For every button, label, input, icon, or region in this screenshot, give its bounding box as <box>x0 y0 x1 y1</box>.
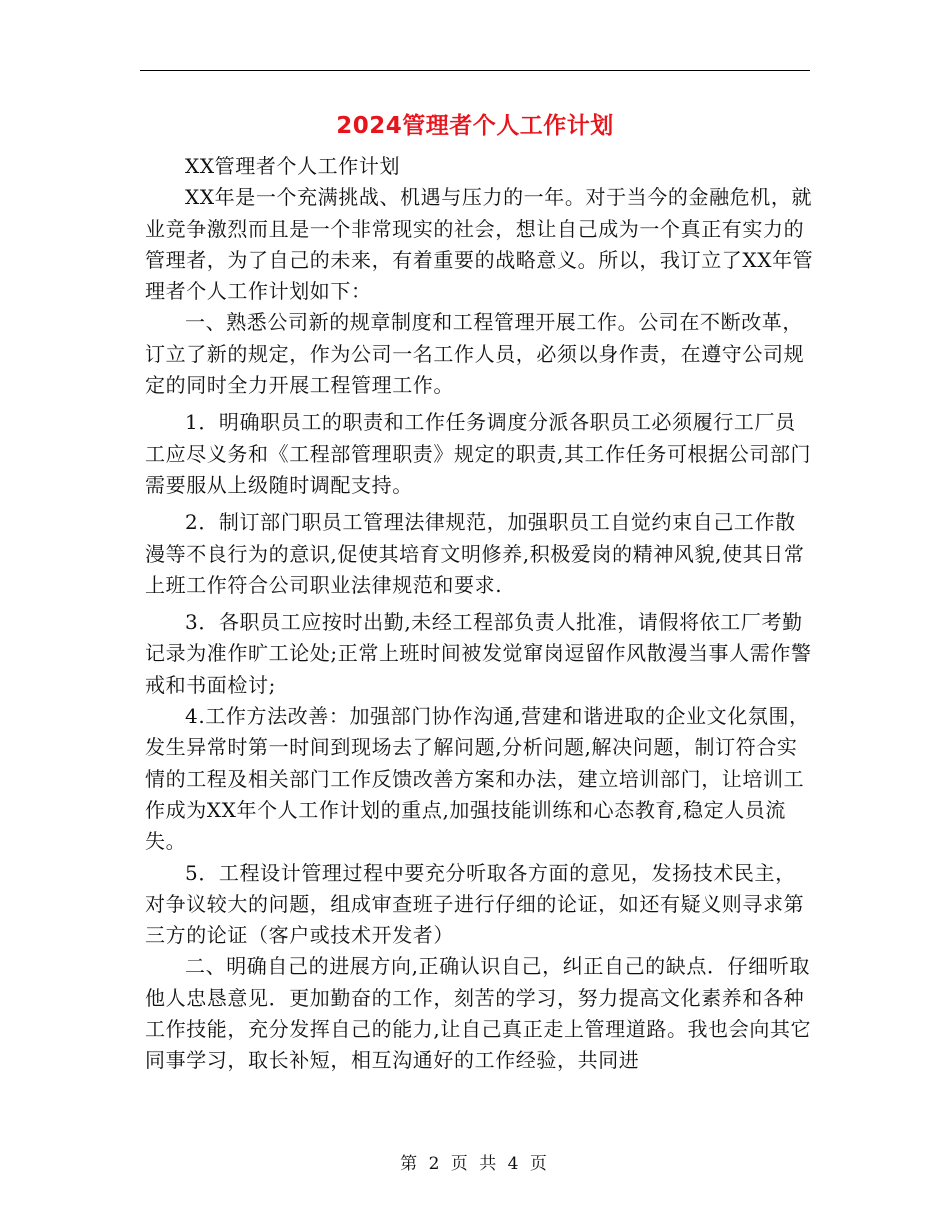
paragraph-section-two: 二、明确自己的进展方向,正确认识自己，纠正自己的缺点．仔细听取他人忠恳意见．更加勤奋的工作，刻苦的学习，努力提高文化素养和各种工作技能，充分发挥自己的能力,让自己真正走上管理道路。我也会向其它同事学习，取长补短，相互沟通好的工作经验，共同进 <box>145 954 812 1073</box>
paragraph-item-1: 1．明确职员工的职责和工作任务调度分派各职员工必须履行工厂员工应尽义务和《工程部管理职责》规定的职责,其工作任务可根据公司部门需要服从上级随时调配支持。 <box>145 410 812 497</box>
page-number-footer: 第 2 页 共 4 页 <box>400 1154 550 1174</box>
header-rule <box>140 70 810 71</box>
document-title: 2024管理者个人工作计划 <box>336 113 614 139</box>
paragraph-item-4: 4.工作方法改善：加强部门协作沟通,营建和谐进取的企业文化氛围，发生异常时第一时间到现场去了解问题,分析问题,解决问题，制订符合实情的工程及相关部门工作反馈改善方案和办法，建立培训部门，让培训工作成为XX年个人工作计划的重点,加强技能训练和心态教育,稳定人员流失。 <box>145 704 810 854</box>
paragraph-heading-line: XX管理者个人工作计划 <box>185 154 401 178</box>
document-body <box>145 151 815 1077</box>
paragraph-item-2: 2．制订部门职员工管理法律规范，加强职员工自觉约束自己工作散漫等不良行为的意识,促使其培育文明修养,积极爱岗的精神风貌,使其日常上班工作符合公司职业法律规范和要求. <box>145 510 805 597</box>
paragraph-section-one: 一、熟悉公司新的规章制度和工程管理开展工作。公司在不断改革，订立了新的规定，作为公司一名工作人员，必须以身作责，在遵守公司规定的同时全力开展工程管理工作。 <box>145 310 805 398</box>
paragraph-intro: XX年是一个充满挑战、机遇与压力的一年。对于当今的金融危机，就业竞争激烈而且是一个非常现实的社会，想让自己成为一个真正有实力的管理者，为了自己的未来，有着重要的战略意义。所以，我订立了XX年管理者个人工作计划如下： <box>145 185 814 304</box>
paragraph-item-5: 5．工程设计管理过程中要充分听取各方面的意见，发扬技术民主，对争议较大的问题，组成审查班子进行仔细的论证，如还有疑义则寻求第三方的论证（客户或技术开发者） <box>145 860 805 948</box>
paragraph-item-3: 3．各职员工应按时出勤,未经工程部负责人批准，请假将依工厂考勤记录为准作旷工论处;正常上班时间被发觉窜岗逗留作风散漫当事人需作警戒和书面检讨; <box>145 610 812 697</box>
